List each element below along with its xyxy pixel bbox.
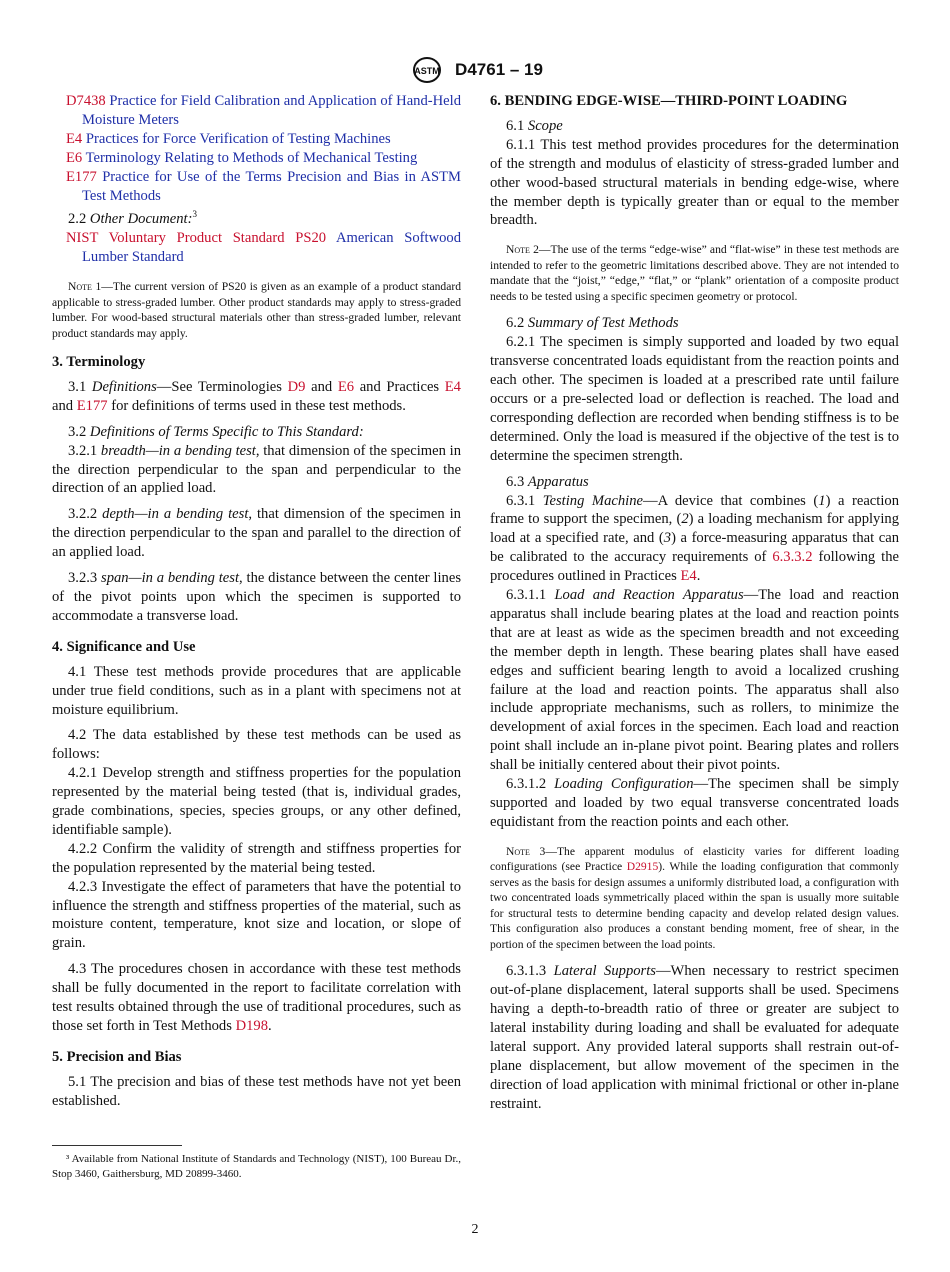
ref-title[interactable]: Practice for Use of the Terms Precision and Bias in ASTM Test Methods bbox=[82, 168, 461, 204]
para-4-2-1: 4.2.1 Develop strength and stiffness properties for the population represented by the material being tested (that is, individual grades, grade combinations, species, species groups, or any other defined, identifiable sample). bbox=[52, 765, 461, 838]
link-e4[interactable]: E4 bbox=[444, 378, 461, 395]
ref-title[interactable]: Practice for Field Calibration and Application of Hand-Held Moisture Meters bbox=[82, 93, 461, 128]
section-3-title: 3. Terminology bbox=[52, 354, 146, 371]
left-column bbox=[52, 92, 461, 1182]
section-5-title: 5. Precision and Bias bbox=[52, 1048, 182, 1065]
ref-e177 bbox=[52, 168, 461, 206]
link-e177[interactable]: E177 bbox=[76, 397, 108, 414]
astm-logo-icon bbox=[407, 56, 447, 84]
ref-title[interactable]: Terminology Relating to Methods of Mechanical Testing bbox=[85, 149, 418, 166]
para-3-2-3: 3.2.3 span—in a bending test, the distance between the center lines of the pivot points upon which the specimen is supported to accommodate a transverse load. bbox=[52, 570, 461, 624]
section-4-title: 4. Significance and Use bbox=[52, 638, 196, 655]
ref-title[interactable]: Practices for Force Verification of Testing Machines bbox=[85, 130, 391, 147]
ref-d7438 bbox=[52, 92, 461, 130]
para-6-3-1-2: 6.3.1.2 Loading Configuration—The specimen shall be simply supported and loaded by two equal transverse concentrated loads equidistant from the reaction points and each other. bbox=[490, 776, 900, 830]
footnote-3: ³ Available from National Institute of Standards and Technology (NIST), 100 Bureau Dr., Stop 3460, Gaithersburg, MD 20899-3460. bbox=[52, 1152, 461, 1180]
note-1: Note 1—The current version of PS20 is given as an example of a product standard applicable to stress-graded lumber. Other product standards may apply to stress-graded lumber. For wood-based structural materials other than stress-graded lumber, relevant product standards may apply. bbox=[52, 280, 461, 340]
link-6-3-3-2[interactable]: 6.3.3.2 bbox=[772, 549, 813, 566]
para-6-1-1: 6.1.1 This test method provides procedures for the determination of the strength and modulus of elasticity of stress-graded lumber and other wood-based structural materials in bending edge-wise, where the member depth is typically greater than or equal to the member breadth. bbox=[490, 136, 899, 229]
note-2: Note 2—The use of the terms “edge-wise” and “flat-wise” in these test methods are intended to refer to the geometric limitations described above. They are not intended to mandate that the “joist,” “edge,” “flat,” or “plank” orientation of a composite product needs to be tested using a specific specimen geometry or protocol. bbox=[490, 243, 899, 303]
para-4-1: 4.1 These test methods provide procedures that are applicable under true field conditions, such as in a plant with specimens not at moisture equilibrium. bbox=[52, 663, 461, 718]
para-4-2: 4.2 The data established by these test methods can be used as follows: bbox=[52, 727, 461, 763]
para-4-2-2: 4.2.2 Confirm the validity of strength and stiffness properties for the population represented by the material being tested. bbox=[52, 840, 461, 876]
para-6-3-1: 6.3.1 Testing Machine—A device that combines (1) a reaction frame to support the specimen, (2) a loading mechanism for applying load at a specified rate, and (3) a force-measuring apparatus that can be calibrated to the accuracy requirements of 6.3.3.2 following the procedures outlined in Practices E4. bbox=[490, 492, 900, 585]
section-6-title: 6. BENDING EDGE-WISE—THIRD-POINT LOADING bbox=[490, 93, 848, 109]
svg-text:ASTM: ASTM bbox=[414, 66, 440, 76]
ref-code[interactable]: E177 bbox=[66, 168, 97, 185]
footnote-rule bbox=[52, 1145, 182, 1146]
para-3-2-2: 3.2.2 depth—in a bending test, that dimension of the specimen in the direction perpendicular to the span and parallel to the direction of an applied load. bbox=[52, 506, 461, 561]
para-6-1: 6.1 Scope bbox=[506, 117, 563, 134]
link-e4[interactable]: E4 bbox=[680, 568, 697, 585]
ref-e4 bbox=[52, 130, 461, 149]
para-6-3-1-3: 6.3.1.3 Lateral Supports—When necessary to restrict specimen out-of-plane displacement, lateral supports shall be used. Specimens having a depth-to-breadth ratio of three or greater are subject to lateral instability during loading and shall be evaluated for adequate lateral support. Any provided lateral supports shall restrain out-of-plane displacement, but allow movement of the specimen in the direction of load application with minimal frictional or other in-plane restraint. bbox=[490, 963, 899, 1112]
ref-e6 bbox=[52, 149, 461, 168]
para-4-2-3: 4.2.3 Investigate the effect of parameters that have the potential to influence the strength and stiffness properties of the material, such as moisture content, temperature, knot size and location, or slope of grain. bbox=[52, 878, 461, 952]
ref-title[interactable]: American Softwood Lumber Standard bbox=[82, 230, 462, 266]
ref-nist bbox=[52, 229, 461, 267]
note-3: Note 3—The apparent modulus of elasticity varies for different loading configurations (see Practice D2915). While the loading configuration that commonly serves as the basis for design assumes a uniformly distributed load, a configuration with two concentrated loads symmetrically placed within the span is usually more suitable for structural tests to determine bending capacity and develop related design values. This configuration also produces a constant bending moment, free of shear, in the portion of the specimen between the load points. bbox=[490, 844, 900, 951]
para-4-3: 4.3 The procedures chosen in accordance with these test methods shall be fully documented in the report to facilitate correlation with test results obtained through the use of traditional procedures, such as those set forth in Test Methods D198. bbox=[52, 961, 461, 1035]
right-column bbox=[490, 92, 899, 1114]
designation: D4761 – 19 bbox=[455, 60, 543, 79]
ref-code[interactable]: NIST Voluntary Product Standard PS20 bbox=[66, 230, 327, 247]
link-d9[interactable]: D9 bbox=[287, 378, 306, 395]
para-5-1: 5.1 The precision and bias of these test methods have not yet been established. bbox=[52, 1073, 461, 1109]
ref-code[interactable]: D7438 bbox=[66, 93, 106, 109]
link-d198[interactable]: D198 bbox=[235, 1018, 268, 1035]
page-number: 2 bbox=[471, 1222, 479, 1237]
para-3-1: 3.1 Definitions—See Terminologies D9 and E6 and Practices E4 and E177 for definitions of terms used in these test methods. bbox=[52, 378, 461, 414]
para-6-3-1-1: 6.3.1.1 Load and Reaction Apparatus—The load and reaction apparatus shall include bearing plates at the load and reaction points that are at least as wide as the specimen breadth and not exceeding the member depth in length. These bearing plates shall have eased edges and sufficient bearing length to avoid a localized crushing failure at the load and reaction points. The apparatus shall also include appropriate mechanisms, such as rollers, to minimize the development of axial forces in the specimen. Each load and reaction point shall include an in-plane pivot point. Bearing plates and rollers shall be initially centered about their pivot points. bbox=[490, 587, 899, 774]
other-document-heading: 2.2 Other Document:$^3$ bbox=[68, 209, 197, 228]
para-3-2-1: 3.2.1 breadth—in a bending test, that dimension of the specimen in the direction perpendicular to the span and perpendicular to the direction of an applied load. bbox=[52, 442, 461, 497]
link-e6[interactable]: E6 bbox=[337, 378, 355, 395]
para-6-2-1: 6.2.1 The specimen is simply supported and loaded by two equal transverse concentrated loads equidistant from the reaction points and each other. The specimen is loaded at a prescribed rate until failure occurs or a pre-selected load or deflection is reached. The load and corresponding deflection are recorded when bending stiffness is to be determined. Only the load is measured if the objective of the test is to determine the specimen strength. bbox=[490, 334, 899, 464]
para-6-3: 6.3 Apparatus bbox=[506, 473, 589, 490]
ref-code[interactable]: E6 bbox=[66, 149, 83, 166]
para-6-2: 6.2 Summary of Test Methods bbox=[506, 315, 679, 332]
para-3-2: 3.2 Definitions of Terms Specific to This Standard: bbox=[68, 423, 364, 440]
page-header bbox=[0, 56, 950, 84]
ref-code[interactable]: E4 bbox=[66, 130, 83, 147]
link-d2915[interactable]: D2915 bbox=[626, 860, 659, 874]
